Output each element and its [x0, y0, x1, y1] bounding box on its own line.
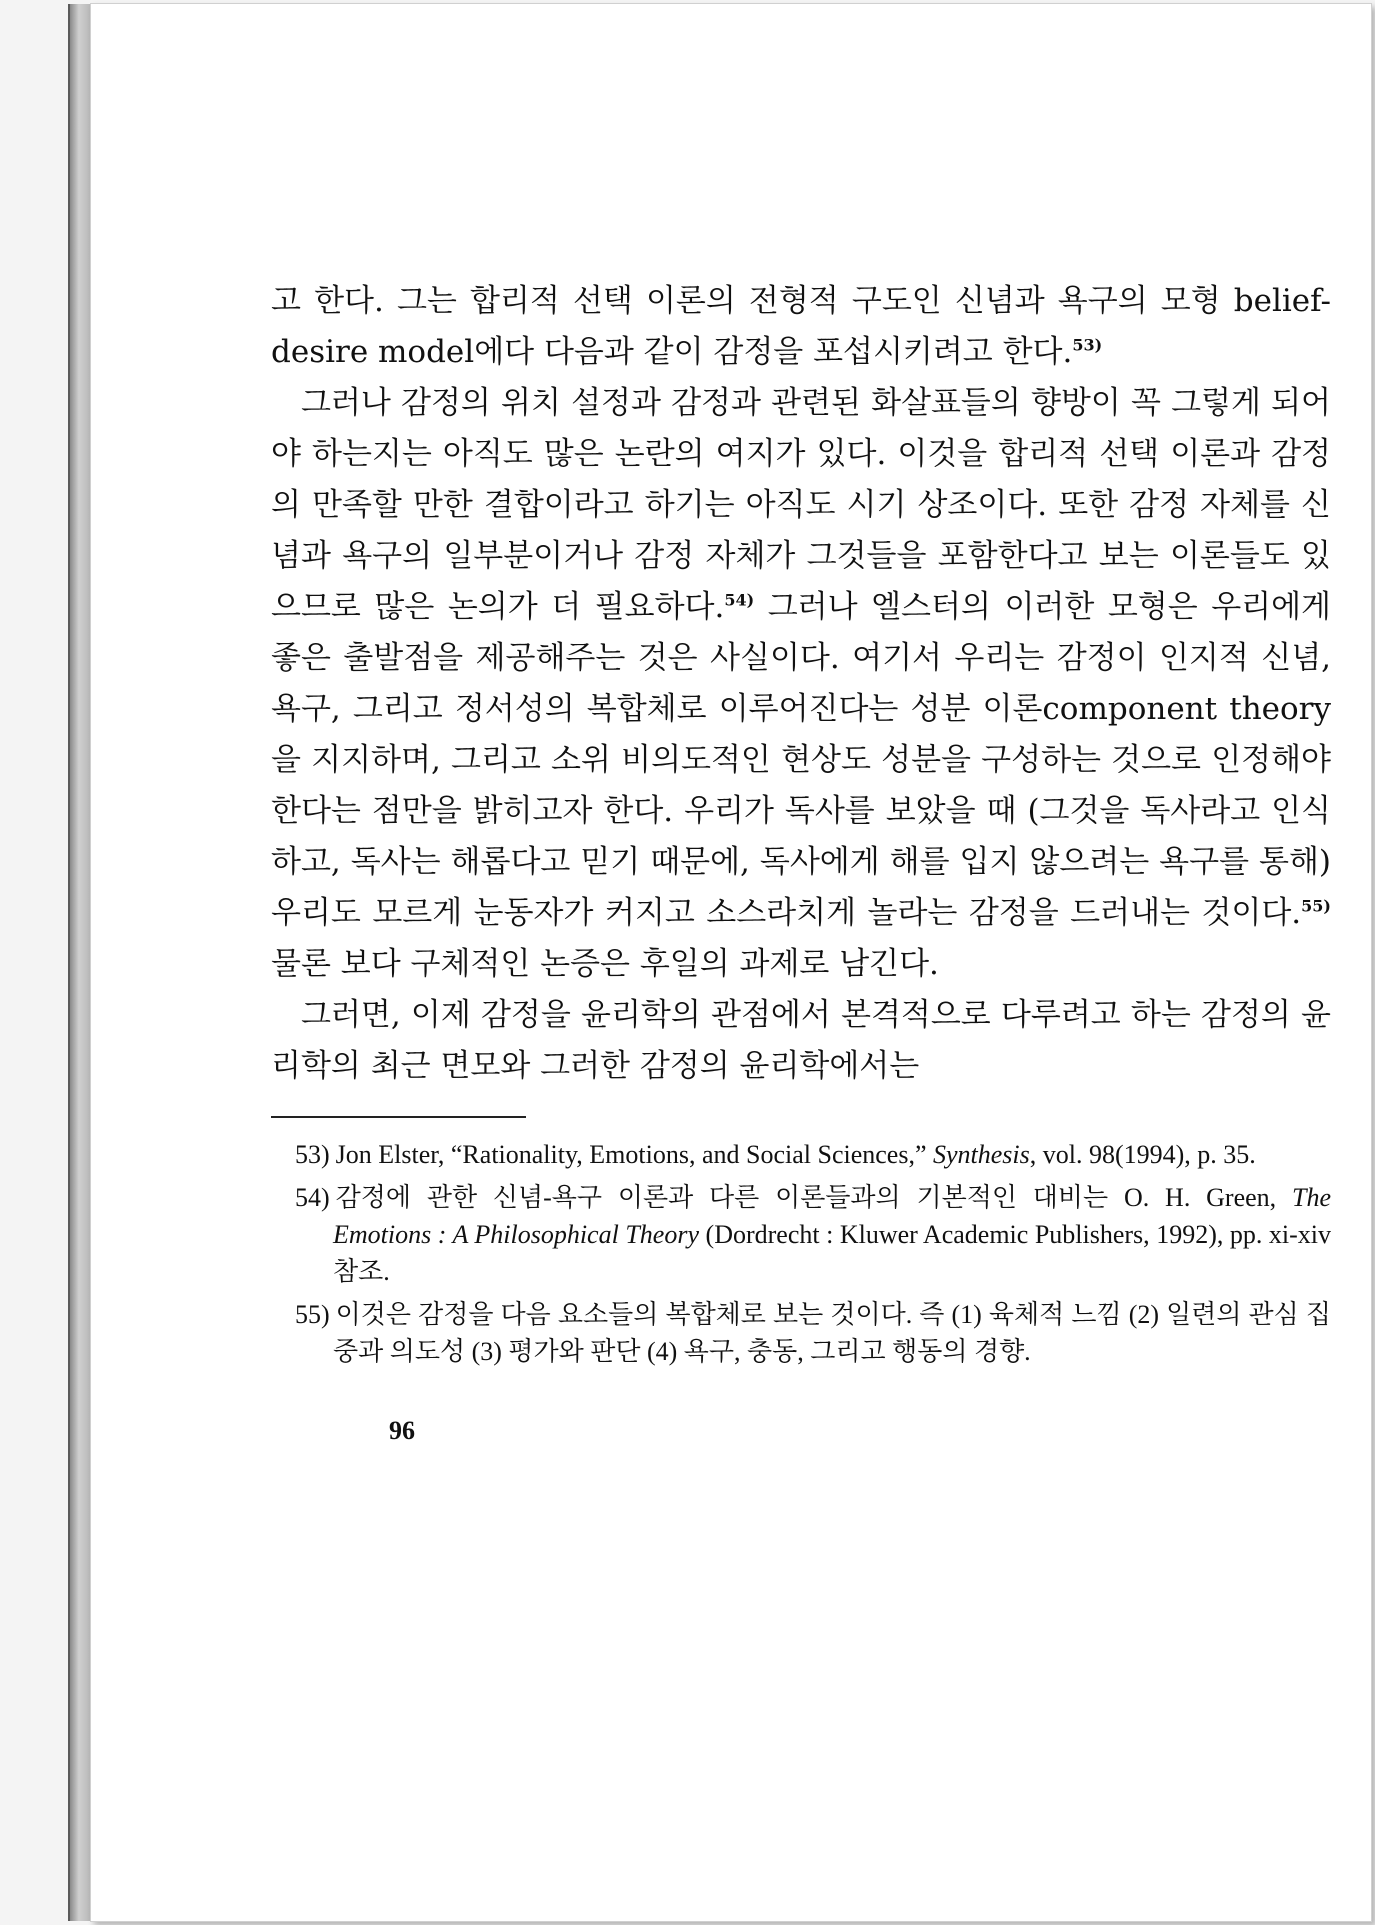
- paragraph-1: [271, 276, 1331, 378]
- footnote-divider: [271, 1116, 526, 1118]
- footnote-53-journal: Synthesis: [933, 1140, 1030, 1169]
- footnote-53-text-a: Jon Elster, “Rationality, Emotions, and Social Sciences,”: [335, 1140, 933, 1169]
- footnote-55-text: 이것은 감정을 다음 요소들의 복합체로 보는 것이다. 즉 (1) 육체적 느낌 (2) 일련의 관심 집중과 의도성 (3) 평가와 판단 (4) 욕구, 충동, 그리고 행동의 경향.: [333, 1300, 1331, 1366]
- footnote-54: [271, 1179, 1331, 1290]
- footnote-54-text-b: (Dordrecht : Kluwer Academic Publishers, 1992), pp. xi-xiv 참조.: [333, 1220, 1332, 1286]
- footnote-ref-54[interactable]: 54): [724, 590, 755, 610]
- footnote-54-book-title: The Emotions : A Philosophical Theory: [333, 1183, 1331, 1249]
- footnote-ref-55[interactable]: 55): [1301, 896, 1331, 916]
- paragraph-2-text-c: 물론 보다 구체적인 논증은 후일의 과제로 남긴다.: [271, 946, 939, 982]
- footnote-54-text-a: 감정에 관한 신념-욕구 이론과 다른 이론들과의 기본적인 대비는 O. H. Green,: [335, 1183, 1292, 1212]
- paragraph-3: [271, 990, 1331, 1092]
- paragraph-2-text-b: 그러나 엘스터의 이러한 모형은 우리에게 좋은 출발점을 제공해주는 것은 사실이다. 여기서 우리는 감정이 인지적 신념, 욕구, 그리고 정서성의 복합체로 이루어진다는 성분 이론component theory을 지지하며, 그리고 소위 비의도적인 현상도 성분을 구성하는 것으로 인정해야 한다는 점만을 밝히고자 한다. 우리가 독사를 보았을 때 (그것을 독사라고 인식하고, 독사는 해롭다고 믿기 때문에, 독사에게 해를 입지 않으려는 욕구를 통해) 우리도 모르게 눈동자가 커지고 소스라치게 놀라는 감정을 드러내는 것이다.: [271, 589, 1331, 931]
- book-page: [90, 3, 1372, 1922]
- page-content: [271, 276, 1331, 1376]
- footnote-55: [271, 1296, 1331, 1370]
- paragraph-1-text: 고 한다. 그는 합리적 선택 이론의 전형적 구도인 신념과 욕구의 모형 belief-desire model에다 다음과 같이 감정을 포섭시키려고 한다.: [271, 283, 1331, 370]
- footnote-53: [271, 1136, 1331, 1173]
- page-number: 96: [389, 1416, 415, 1445]
- footnote-ref-53[interactable]: 53): [1072, 335, 1103, 355]
- footnote-53-number: 53): [295, 1140, 330, 1169]
- book-page-edge: [68, 4, 92, 1921]
- paragraph-2: [271, 378, 1331, 990]
- paragraph-3-text: 그러면, 이제 감정을 윤리학의 관점에서 본격적으로 다루려고 하는 감정의 윤리학의 최근 면모와 그러한 감정의 윤리학에서는: [271, 997, 1331, 1084]
- footnote-54-number: 54): [295, 1183, 330, 1212]
- footnote-55-number: 55): [295, 1300, 330, 1329]
- footnote-53-text-b: , vol. 98(1994), p. 35.: [1029, 1140, 1256, 1169]
- paragraph-2-text-a: 그러나 감정의 위치 설정과 감정과 관련된 화살표들의 향방이 꼭 그렇게 되어야 하는지는 아직도 많은 논란의 여지가 있다. 이것을 합리적 선택 이론과 감정의 만족할 만한 결합이라고 하기는 아직도 시기 상조이다. 또한 감정 자체를 신념과 욕구의 일부분이거나 감정 자체가 그것들을 포함한다고 보는 이론들도 있으므로 많은 논의가 더 필요하다.: [271, 385, 1331, 625]
